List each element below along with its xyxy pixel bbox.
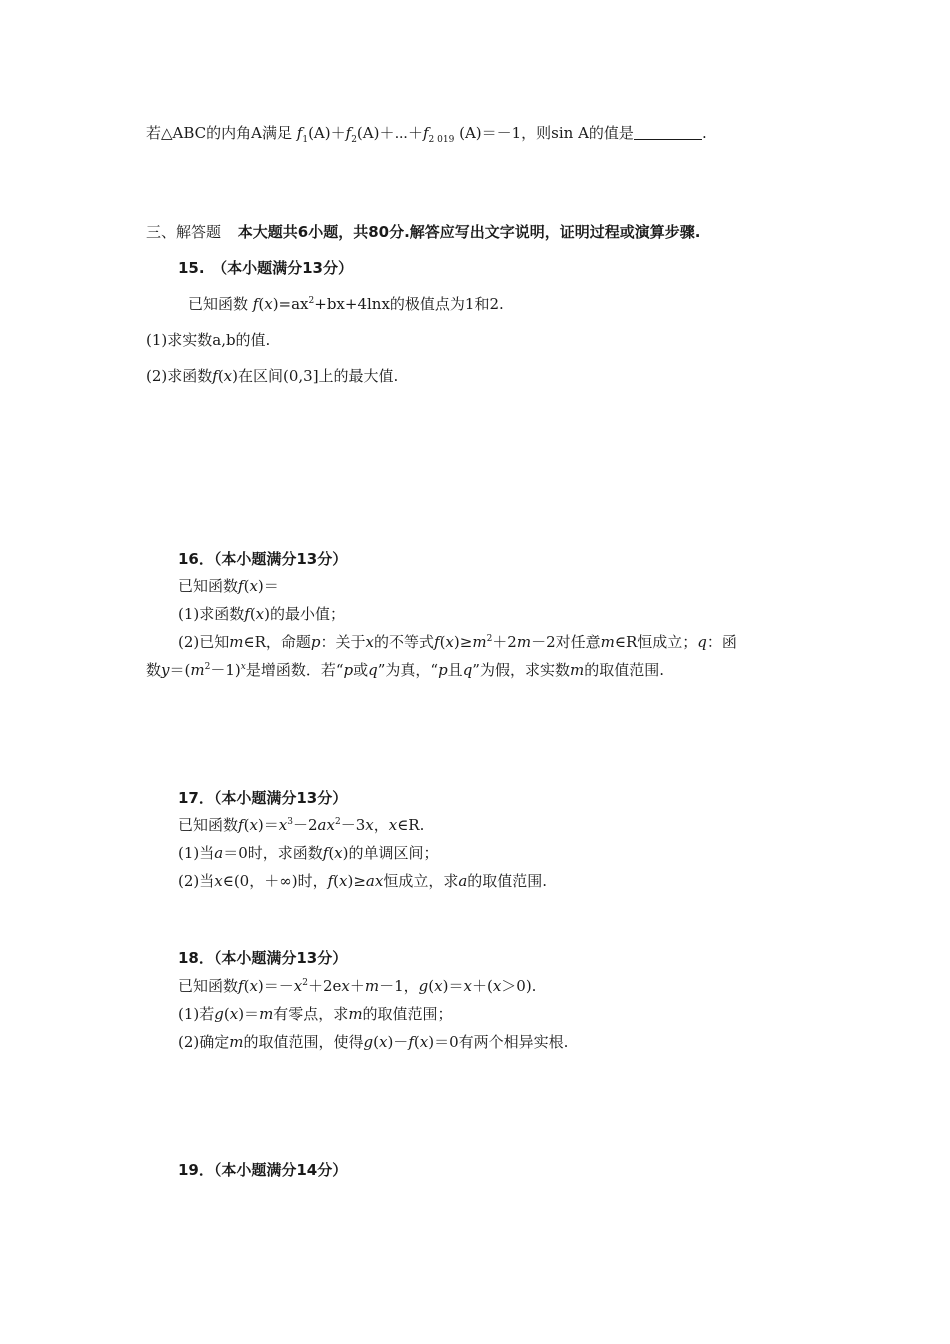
answer-blank (634, 125, 702, 140)
q15-stem: 已知函数 $f(x)=ax^2+bx+4\ln x$的极值点为1和2. (188, 295, 504, 313)
q17-part2: (2)当x∈(0，＋∞)时，f(x)≥ax恒成立，求a的取值范围. (178, 872, 548, 890)
q15-part1: (1)求实数a,b的值. (146, 331, 271, 349)
q16-part1: (1)求函数f(x)的最小值； (178, 605, 346, 623)
q17-heading: 17．（本小题满分13分） (178, 789, 348, 807)
q18-heading: 18．（本小题满分13分） (178, 949, 348, 967)
q15-heading: 15. （本小题满分13分） (178, 259, 353, 277)
q16-stem: 已知函数f(x)＝ (178, 577, 279, 595)
q18-stem: 已知函数$f(x)=-x^2+2ex+m-1$，g(x)＝x＋(x＞0). (178, 977, 537, 995)
q18-part1: (1)若g(x)＝m有零点，求m的取值范围； (178, 1005, 453, 1023)
q18-part2: (2)确定m的取值范围，使得g(x)－f(x)＝0有两个相异实根. (178, 1033, 569, 1051)
section-header (146, 222, 701, 242)
q15-part2: (2)求函数f(x)在区间(0,3]上的最大值. (146, 367, 399, 385)
q16-part2-line1: (2)已知m∈R，命题p：关于x的不等式$f(x)\ge m^2+2m-2$对任意m∈R恒成立；q：函 (178, 633, 737, 651)
q17-part1: (1)当a＝0时，求函数f(x)的单调区间； (178, 844, 439, 862)
section-note: 本大题共6小题，共80分.解答应写出文字说明，证明过程或演算步骤. (237, 223, 701, 241)
q19-heading: 19．（本小题满分14分） (178, 1161, 348, 1179)
q16-heading: 16．（本小题满分13分） (178, 550, 348, 568)
q16-part2-line2: 数$y=(m^2-1)^x$是增函数．若“p或q”为真，“p且q”为假，求实数m的取值范围. (146, 661, 664, 679)
fill-blank-text: 若△ABC的内角A满足 (146, 124, 292, 142)
fill-blank-line: 若△ABC的内角A满足 $f_1(A)+f_2(A)+\cdots+f_{2 019}$ (A)＝－1，则sin A的值是 . (146, 124, 707, 145)
q17-stem: 已知函数$f(x)=x^3-2ax^2-3x$，x∈R. (178, 816, 425, 834)
section-label: 三、解答题 (146, 223, 222, 241)
